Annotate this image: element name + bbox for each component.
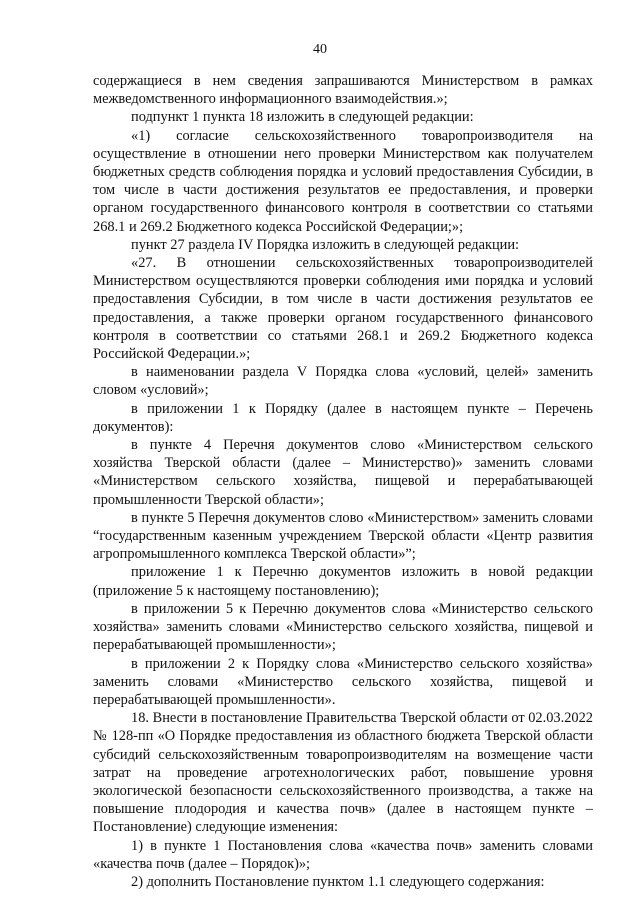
- paragraph: «1) согласие сельскохозяйственного товаропроизводителя на осуществление в отношении него проверки Министерством как получателем бюджетных средств соблюдения порядка и условий предоставления Субсидии, в том числе в части достижения результатов ее предоставления, и проверки органом государственного финансового контроля в соответствии со статьями 268.1 и 269.2 Бюджетного кодекса Российской Федерации;»;: [93, 127, 593, 235]
- paragraph: подпункт 1 пункта 18 изложить в следующей редакции:: [131, 109, 474, 126]
- paragraph: 1) в пункте 1 Постановления слова «качества почв» заменить словами «качества почв (далее – Порядок)»;: [93, 837, 593, 872]
- paragraph: «27. В отношении сельскохозяйственных товаропроизводителей Министерством осуществляются проверки соблюдения ими порядка и условий предоставления Субсидии, в том числе в части достижения результатов ее предоставления, а также проверки органом государственного финансового контроля в соответствии со статьями 268.1 и 269.2 Бюджетного кодекса Российской Федерации.»;: [93, 255, 593, 363]
- page-number: 40: [313, 42, 327, 57]
- paragraph: содержащиеся в нем сведения запрашиваются Министерством в рамках межведомственного информационного взаимодействия.»;: [93, 73, 593, 108]
- paragraph: 18. Внести в постановление Правительства Тверской области от 02.03.2022 № 128-пп «О Порядке предоставления из областного бюджета Тверской области субсидий сельскохозяйственным товаропроизводителям на возмещение части затрат на проведение агротехнологических работ, повышение уровня экологической безопасности сельскохозяйственного производства, а также на повышение плодородия и качества почв» (далее в настоящем пункте – Постановление) следующие изменения:: [93, 710, 593, 836]
- paragraph: в приложении 5 к Перечню документов слова «Министерство сельского хозяйства» заменить словами «Министерство сельского хозяйства, пищевой и перерабатывающей промышленности»;: [93, 600, 593, 654]
- paragraph: в пункте 5 Перечня документов слово «Министерством» заменить словами “государственным казенным учреждением Тверской области «Центр развития агропромышленного комплекса Тверской области»”;: [93, 509, 593, 563]
- document-body: [93, 72, 593, 891]
- paragraph: приложение 1 к Перечню документов изложить в новой редакции (приложение 5 к настоящему постановлению);: [93, 564, 593, 599]
- paragraph: пункт 27 раздела IV Порядка изложить в следующей редакции:: [131, 236, 520, 253]
- paragraph: в наименовании раздела V Порядка слова «условий, целей» заменить словом «условий»;: [93, 364, 593, 399]
- paragraph: в пункте 4 Перечня документов слово «Министерством сельского хозяйства Тверской области (далее – Министерство)» заменить словами «Министерством сельского хозяйства, пищевой и перерабатывающей промышленности Тверской области»;: [93, 437, 593, 508]
- paragraph: в приложении 1 к Порядку (далее в настоящем пункте – Перечень документов):: [93, 400, 593, 435]
- paragraph: 2) дополнить Постановление пунктом 1.1 следующего содержания:: [131, 873, 545, 890]
- paragraph: в приложении 2 к Порядку слова «Министерство сельского хозяйства» заменить словами «Министерство сельского хозяйства, пищевой и перерабатывающей промышленности».: [93, 655, 593, 708]
